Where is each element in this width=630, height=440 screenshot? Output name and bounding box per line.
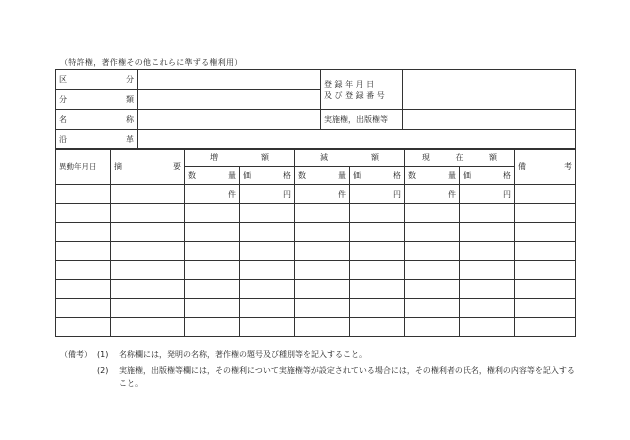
cell[interactable]	[111, 185, 185, 204]
subheader-qty: 数 量	[405, 167, 460, 185]
cell[interactable]	[240, 223, 295, 242]
cell[interactable]	[56, 242, 111, 261]
cell[interactable]	[185, 223, 240, 242]
asset-info-table	[55, 69, 576, 150]
table-row	[56, 280, 576, 299]
subheader-qty: 数 量	[185, 167, 240, 185]
table-row	[56, 261, 576, 280]
cell[interactable]	[515, 242, 576, 261]
cell[interactable]	[240, 261, 295, 280]
cell[interactable]	[515, 261, 576, 280]
cell[interactable]	[295, 242, 350, 261]
cell[interactable]	[56, 280, 111, 299]
cell[interactable]	[515, 204, 576, 223]
unit-ken: 件	[295, 185, 350, 204]
value-jisshi[interactable]	[403, 110, 576, 130]
cell[interactable]	[460, 318, 515, 337]
cell[interactable]	[350, 318, 405, 337]
header-decrease: 減 額	[295, 149, 405, 167]
notes-label: （備考）	[60, 350, 92, 359]
table-row	[56, 242, 576, 261]
value-kubun[interactable]	[138, 70, 321, 90]
cell[interactable]	[56, 204, 111, 223]
cell[interactable]	[111, 261, 185, 280]
value-meisho[interactable]	[138, 110, 321, 130]
cell[interactable]	[515, 280, 576, 299]
cell[interactable]	[240, 318, 295, 337]
cell[interactable]	[460, 204, 515, 223]
cell[interactable]	[460, 280, 515, 299]
label-enkaku: 沿 革	[56, 130, 138, 150]
cell[interactable]	[56, 261, 111, 280]
value-bunrui[interactable]	[138, 90, 321, 110]
cell[interactable]	[295, 223, 350, 242]
cell[interactable]	[240, 242, 295, 261]
note-num: (1)	[97, 350, 109, 359]
cell[interactable]	[405, 242, 460, 261]
unit-ken: 件	[185, 185, 240, 204]
cell[interactable]	[185, 242, 240, 261]
cell[interactable]	[460, 242, 515, 261]
subheader-price: 価 格	[240, 167, 295, 185]
cell[interactable]	[111, 280, 185, 299]
cell[interactable]	[295, 204, 350, 223]
table-row	[56, 299, 576, 318]
label-bunrui: 分 類	[56, 90, 138, 110]
cell[interactable]	[460, 299, 515, 318]
cell[interactable]	[405, 280, 460, 299]
cell[interactable]	[240, 280, 295, 299]
cell[interactable]	[56, 299, 111, 318]
cell[interactable]	[405, 261, 460, 280]
cell[interactable]	[350, 261, 405, 280]
cell[interactable]	[515, 185, 576, 204]
label-kubun: 区 分	[56, 70, 138, 90]
cell[interactable]	[515, 318, 576, 337]
cell[interactable]	[405, 299, 460, 318]
cell[interactable]	[111, 318, 185, 337]
cell[interactable]	[295, 261, 350, 280]
cell[interactable]	[185, 261, 240, 280]
cell[interactable]	[111, 223, 185, 242]
cell[interactable]	[350, 280, 405, 299]
cell[interactable]	[405, 318, 460, 337]
notes	[60, 348, 580, 390]
value-toroku[interactable]	[403, 70, 576, 110]
cell[interactable]	[111, 299, 185, 318]
cell[interactable]	[515, 299, 576, 318]
cell[interactable]	[295, 318, 350, 337]
subheader-price: 価 格	[460, 167, 515, 185]
cell[interactable]	[295, 280, 350, 299]
label-jisshi: 実施権，出版権等	[321, 110, 403, 130]
label-toroku: 登 録 年 月 日 及 び 登 録 番 号	[321, 70, 403, 110]
ledger-table	[55, 148, 576, 337]
header-increase: 増 額	[185, 149, 295, 167]
cell[interactable]	[460, 261, 515, 280]
table-row	[56, 204, 576, 223]
header-current: 現 在 額	[405, 149, 515, 167]
subheader-price: 価 格	[350, 167, 405, 185]
header-tekiyo: 摘 要	[111, 149, 185, 185]
cell[interactable]	[240, 299, 295, 318]
cell[interactable]	[350, 242, 405, 261]
cell[interactable]	[185, 280, 240, 299]
cell[interactable]	[515, 223, 576, 242]
header-biko: 備 考	[515, 149, 576, 185]
cell[interactable]	[405, 204, 460, 223]
ledger-body	[56, 204, 576, 337]
unit-en: 円	[350, 185, 405, 204]
form-caption: （特許権，著作権その他これらに準ずる権利用）	[60, 58, 243, 67]
cell[interactable]	[350, 204, 405, 223]
cell[interactable]	[56, 318, 111, 337]
note-text: 名称欄には，発明の名称，著作権の題号及び種別等を記入すること。	[119, 350, 367, 359]
cell[interactable]	[185, 318, 240, 337]
cell[interactable]	[111, 242, 185, 261]
cell[interactable]	[111, 204, 185, 223]
cell[interactable]	[56, 223, 111, 242]
cell[interactable]	[185, 204, 240, 223]
unit-en: 円	[460, 185, 515, 204]
cell[interactable]	[56, 185, 111, 204]
cell[interactable]	[295, 299, 350, 318]
table-row	[56, 318, 576, 337]
table-row	[56, 223, 576, 242]
unit-row	[56, 185, 576, 204]
cell[interactable]	[350, 299, 405, 318]
unit-en: 円	[240, 185, 295, 204]
header-date: 異動年月日	[56, 149, 111, 185]
subheader-qty: 数 量	[295, 167, 350, 185]
cell[interactable]	[350, 223, 405, 242]
cell[interactable]	[405, 223, 460, 242]
cell[interactable]	[185, 299, 240, 318]
cell[interactable]	[240, 204, 295, 223]
note-text: 実施権，出版権等欄には，その権利について実施権等が設定されている場合には，その権利者の氏名，権利の内容等を記入すること。	[119, 366, 575, 388]
unit-ken: 件	[405, 185, 460, 204]
value-enkaku[interactable]	[138, 130, 576, 150]
cell[interactable]	[460, 223, 515, 242]
note-num: (2)	[97, 366, 109, 375]
label-meisho: 名 称	[56, 110, 138, 130]
